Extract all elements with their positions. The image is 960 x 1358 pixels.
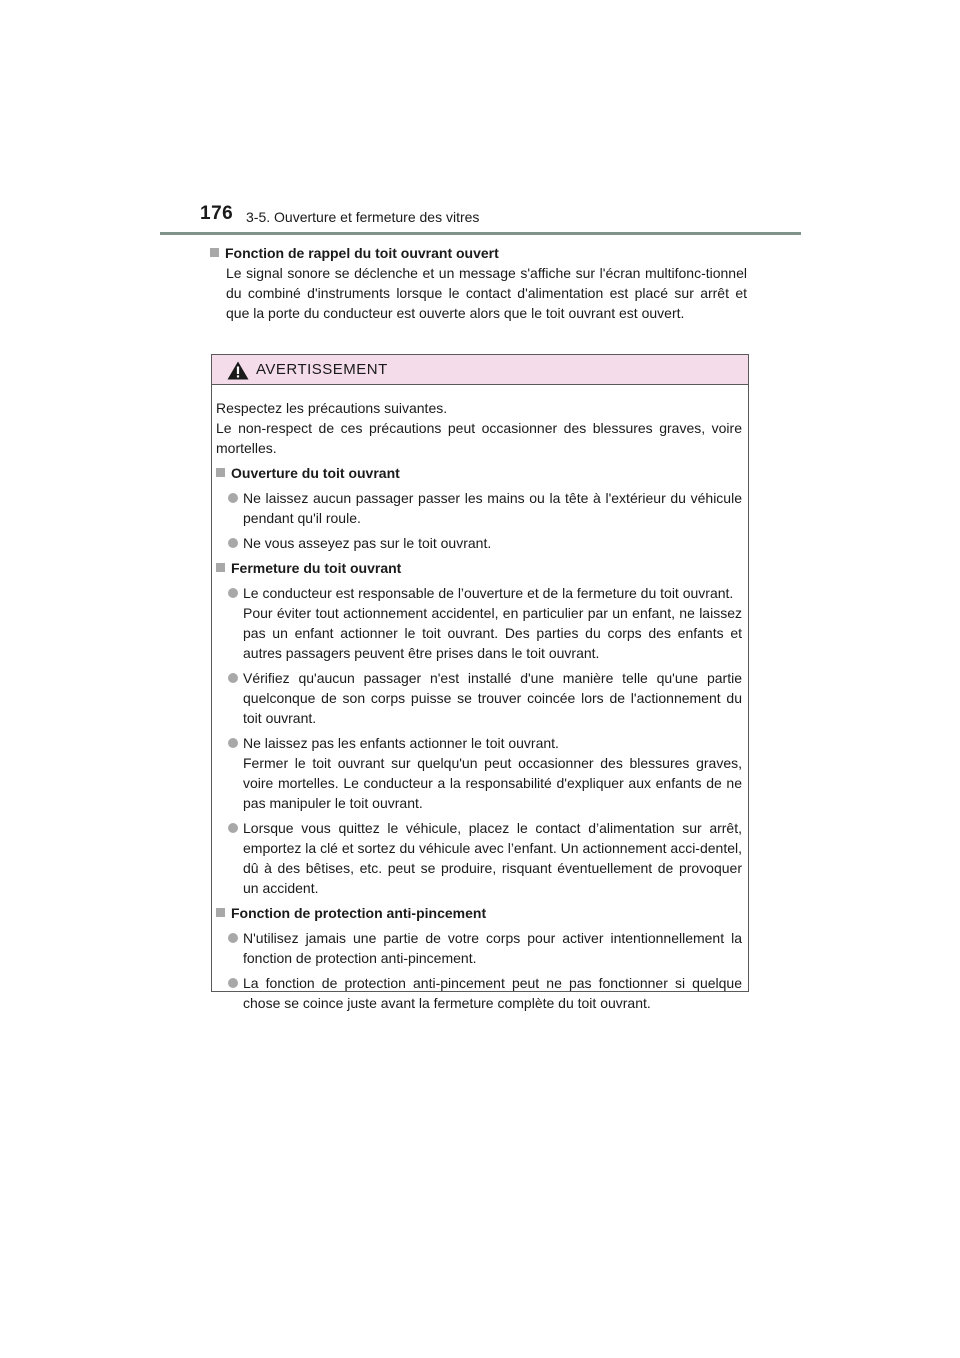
bullet-dot-icon [228, 493, 238, 503]
square-bullet-icon [216, 908, 225, 917]
warning-bullet-text: Ne laissez aucun passager passer les mains ou la tête à l'extérieur du véhicule pendant qu'il roule. [243, 490, 742, 526]
warning-box [211, 354, 749, 1011]
warning-bullet-text: Le conducteur est responsable de l’ouverture et de la fermeture du toit ouvrant. [243, 585, 734, 601]
intro-section [210, 243, 747, 323]
warning-bullet-item [216, 668, 742, 728]
warning-section-heading-text: Fonction de protection anti-pincement [231, 905, 487, 921]
square-bullet-icon [216, 563, 225, 572]
warning-section-heading [216, 903, 742, 923]
warning-bullet-item [216, 733, 742, 813]
warning-section-heading [216, 463, 742, 483]
warning-bullet-item [216, 533, 742, 553]
page-number: 176 [200, 203, 234, 224]
warning-header [212, 355, 748, 385]
bullet-dot-icon [228, 738, 238, 748]
warning-bullet-text: La fonction de protection anti-pincement peut ne pas fonctionner si quelque chose se coince juste avant la fermeture complète du toit ouvrant. [243, 975, 742, 1011]
warning-section-heading-text: Ouverture du toit ouvrant [231, 465, 400, 481]
bullet-dot-icon [228, 588, 238, 598]
warning-bullet-text: Ne vous asseyez pas sur le toit ouvrant. [243, 535, 492, 551]
bullet-dot-icon [228, 538, 238, 548]
warning-bullet-item [216, 583, 742, 663]
bullet-dot-icon [228, 978, 238, 988]
header-rule [160, 232, 801, 235]
warning-bullet-item [216, 973, 742, 1013]
bullet-dot-icon [228, 823, 238, 833]
square-bullet-icon [216, 468, 225, 477]
warning-section-heading-text: Fermeture du toit ouvrant [231, 560, 402, 576]
warning-intro-line: Le non-respect de ces précautions peut occasionner des blessures graves, voire mortelles. [216, 420, 742, 456]
warning-bullet-text: Fermer le toit ouvrant sur quelqu'un peut occasionner des blessures graves, voire mortelles. Le conducteur a la responsabilité d'expliquer aux enfants de ne pas manipuler le toit ouvrant. [243, 755, 742, 811]
warning-intro-line: Respectez les précautions suivantes. [216, 400, 448, 416]
bullet-dot-icon [228, 933, 238, 943]
intro-heading [210, 243, 747, 263]
warning-bullet-item [216, 928, 742, 968]
warning-bullet-text: Pour éviter tout actionnement accidentel, en particulier par un enfant, ne laissez pas un enfant actionner le toit ouvrant. Des parties du corps des enfants et autres passagers peuvent être prises dans le toit ouvrant. [243, 605, 742, 661]
warning-content [212, 385, 748, 1013]
warning-bullet-text: N'utilisez jamais une partie de votre corps pour activer intentionnellement la fonction de protection anti-pincement. [243, 930, 742, 966]
warning-bullet-item [216, 488, 742, 528]
intro-body: Le signal sonore se déclenche et un message s'affiche sur l'écran multifonc-tionnel du combiné d'instruments lorsque le contact d'alimentation est placé sur arrêt et que la porte du conducteur est ouverte alors que le toit ouvrant est ouvert. [226, 265, 747, 321]
intro-heading-text: Fonction de rappel du toit ouvrant ouvert [225, 245, 499, 261]
square-bullet-icon [210, 248, 219, 257]
bullet-dot-icon [228, 673, 238, 683]
warning-bullet-text: Lorsque vous quittez le véhicule, placez le contact d’alimentation sur arrêt, emportez la clé et sortez du véhicule avec l’enfant. Un actionnement acci-dentel, dû à des bêtises, etc. peut se produire, risquant éventuellement de provoquer un accident. [243, 820, 742, 896]
section-title: 3-5. Ouverture et fermeture des vitres [246, 209, 480, 225]
warning-section-heading [216, 558, 742, 578]
warning-bullet-item [216, 818, 742, 898]
warning-triangle-icon [227, 361, 249, 385]
warning-title: AVERTISSEMENT [256, 361, 388, 378]
warning-bullet-text: Vérifiez qu'aucun passager n'est installé d'une manière telle qu'une partie quelconque de son corps puisse se trouver coincée lors de l'actionnement du toit ouvrant. [243, 670, 742, 726]
warning-bullet-text: Ne laissez pas les enfants actionner le toit ouvrant. [243, 735, 559, 751]
